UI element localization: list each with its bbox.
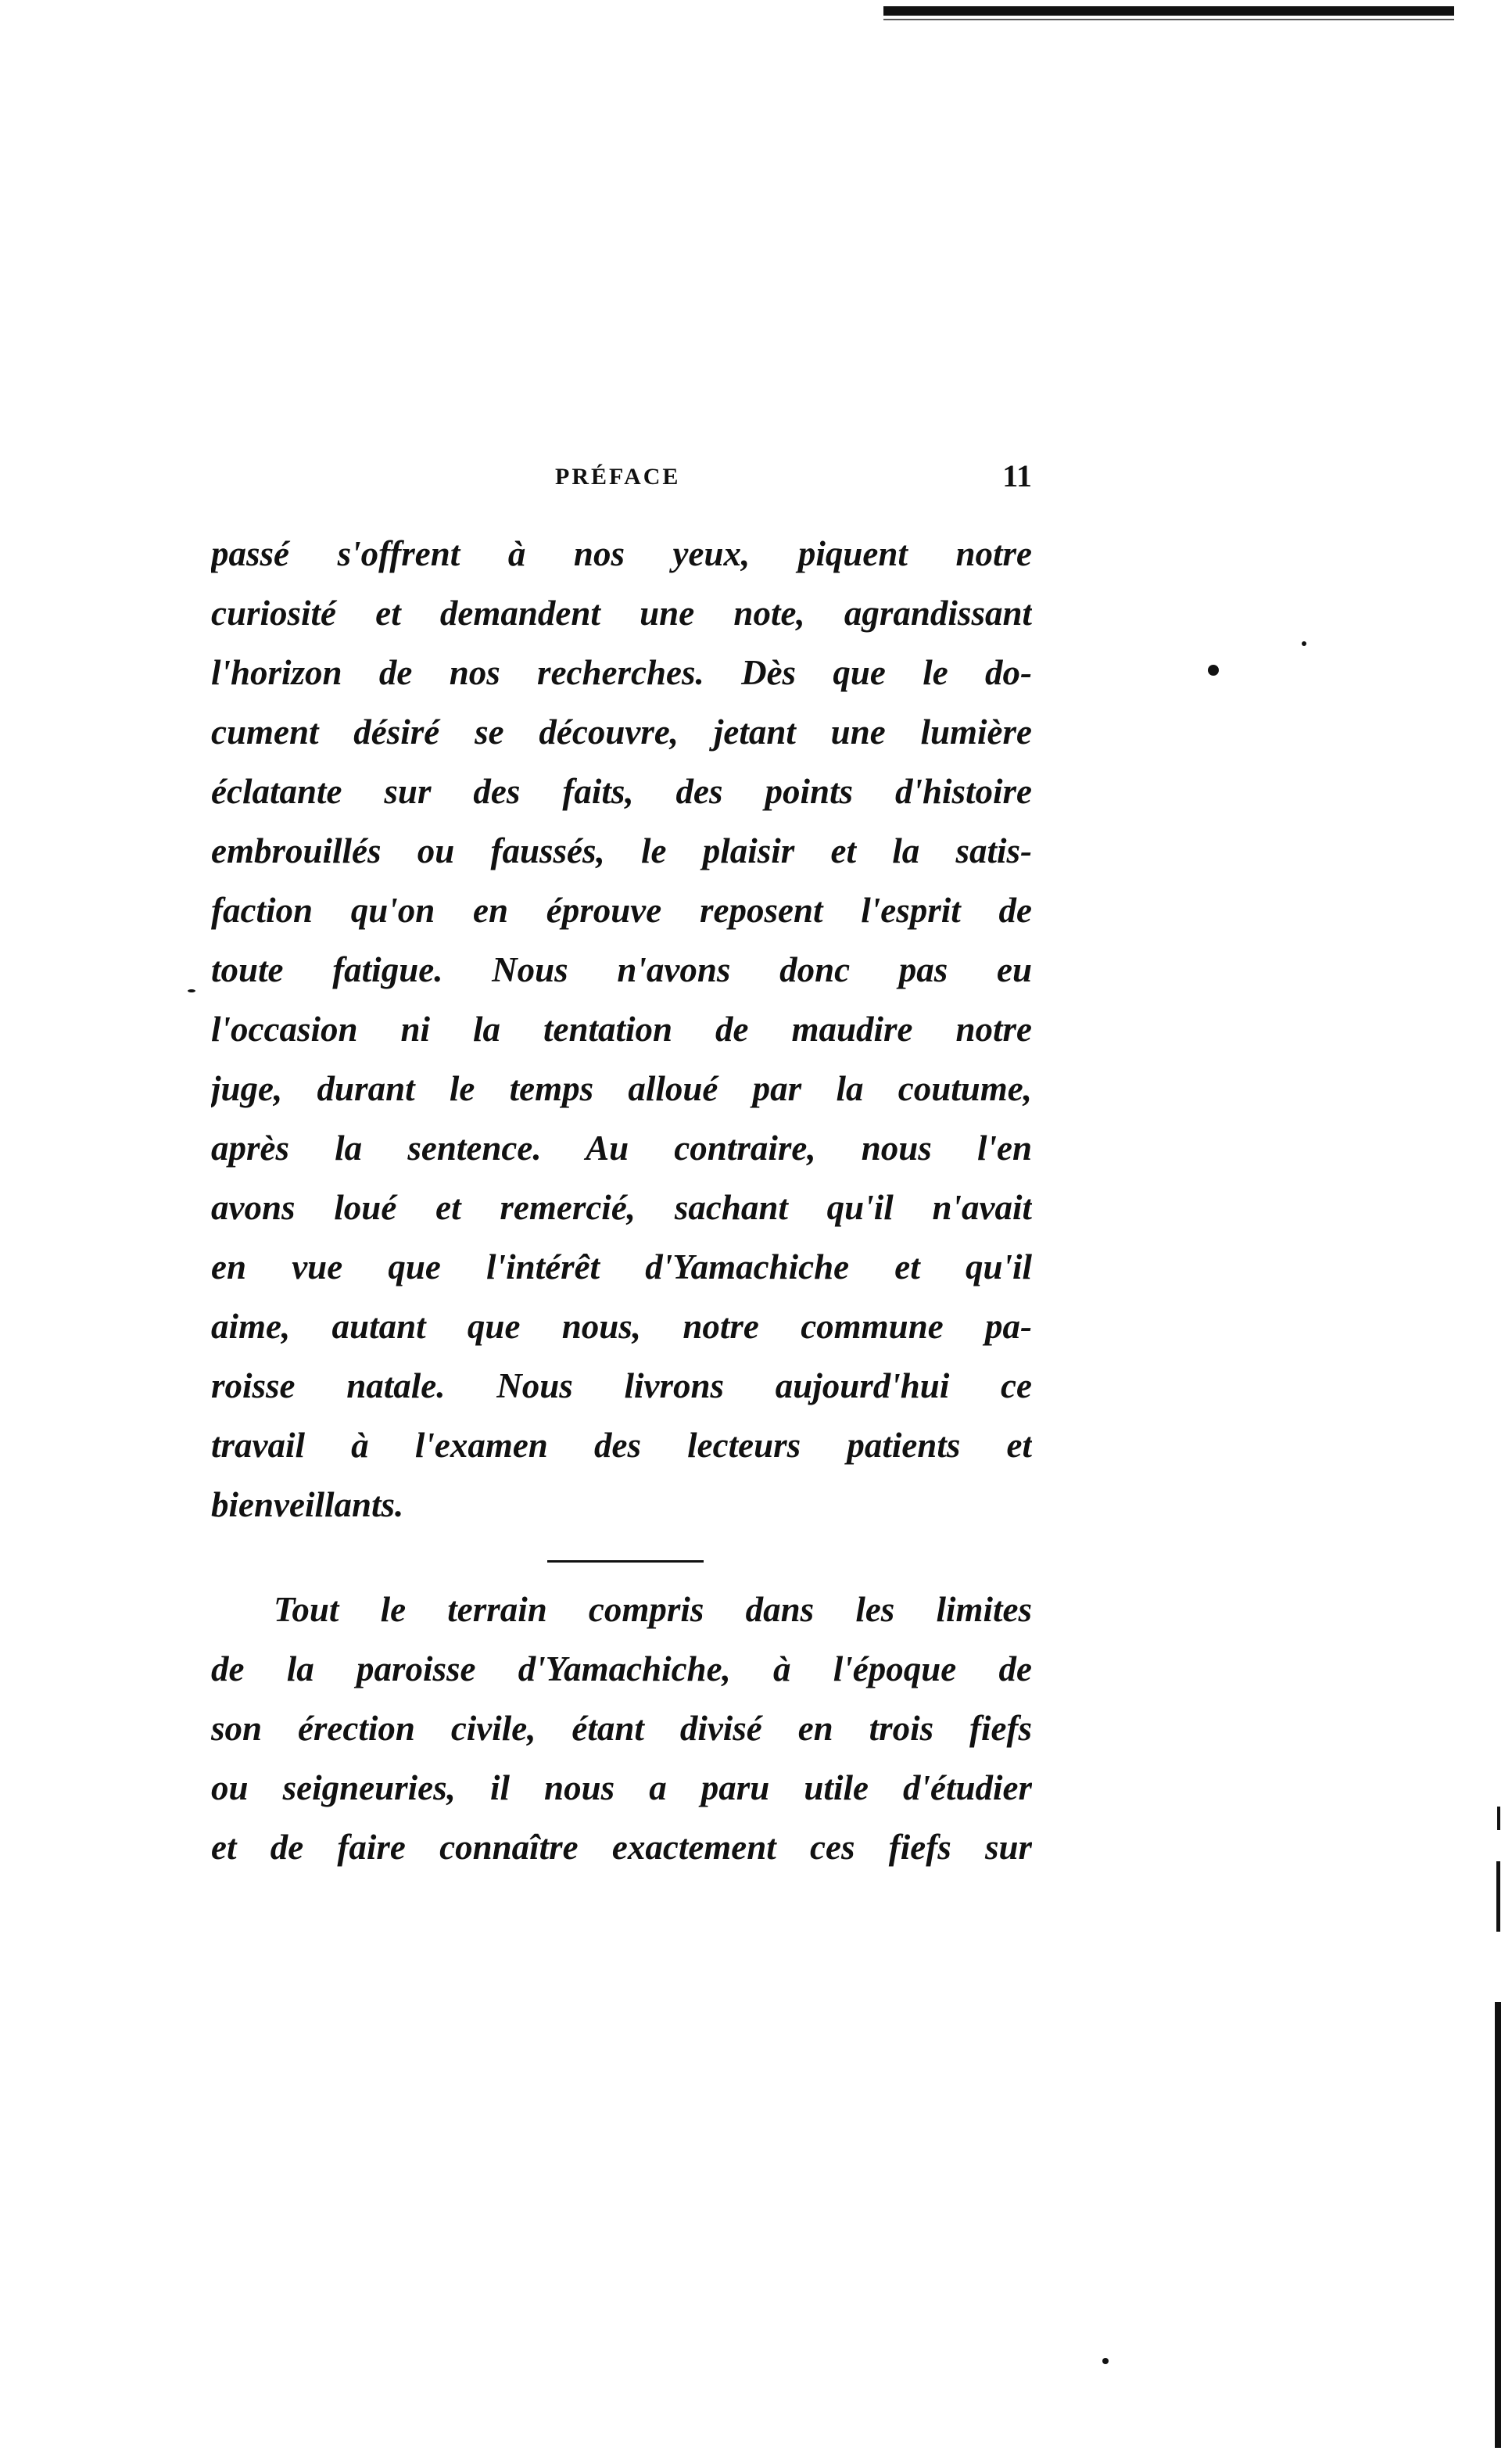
text-line: l'occasion ni la tentation de maudire notre [211,1010,1032,1049]
text-line: toute fatigue. Nous n'avons donc pas eu [211,950,1032,989]
text-line: de la paroisse d'Yamachiche, à l'époque de [211,1649,1032,1688]
text-line: cument désiré se découvre, jetant une lumière [211,712,1032,752]
scan-speck [1102,2358,1109,2364]
text-line: travail à l'examen des lecteurs patients et [211,1426,1032,1465]
text-line: et de faire connaître exactement ces fiefs sur [211,1828,1032,1867]
running-title: PRÉFACE [555,464,681,490]
top-edge-rule-thin [883,19,1454,20]
paragraph-2 [211,1580,1032,1877]
section-separator [547,1560,704,1563]
text-line: avons loué et remercié, sachant qu'il n'avait [211,1188,1032,1227]
text-line: faction qu'on en éprouve reposent l'esprit de [211,891,1032,930]
text-line: éclatante sur des faits, des points d'histoire [211,772,1032,811]
top-edge-rule [883,6,1454,16]
page-number: 11 [1002,458,1032,493]
text-line: en vue que l'intérêt d'Yamachiche et qu'il [211,1247,1032,1286]
scan-edge-mark [1495,2002,1501,2448]
text-line: son érection civile, étant divisé en trois fiefs [211,1709,1032,1748]
text-line: après la sentence. Au contraire, nous l'en [211,1129,1032,1168]
text-line: Tout le terrain compris dans les limites [274,1590,1032,1629]
paragraph-1 [211,524,1032,1534]
text-line: passé s'offrent à nos yeux, piquent notre [211,534,1032,573]
text-line: curiosité et demandent une note, agrandissant [211,594,1032,633]
running-head [211,458,1032,504]
text-line: bienveillants. [211,1485,404,1524]
scan-speck [1302,641,1306,646]
text-line: embrouillés ou faussés, le plaisir et la satis- [211,831,1032,870]
scan-speck [1208,665,1219,676]
text-line: aime, autant que nous, notre commune pa- [211,1307,1032,1346]
scan-speck [188,989,195,992]
text-line: ou seigneuries, il nous a paru utile d'étudier [211,1768,1032,1807]
text-line: l'horizon de nos recherches. Dès que le do- [211,653,1032,692]
text-line: roisse natale. Nous livrons aujourd'hui ce [211,1366,1032,1405]
text-line: juge, durant le temps alloué par la coutume, [211,1069,1032,1108]
scan-edge-mark [1496,1861,1500,1932]
scan-edge-mark [1497,1807,1500,1830]
